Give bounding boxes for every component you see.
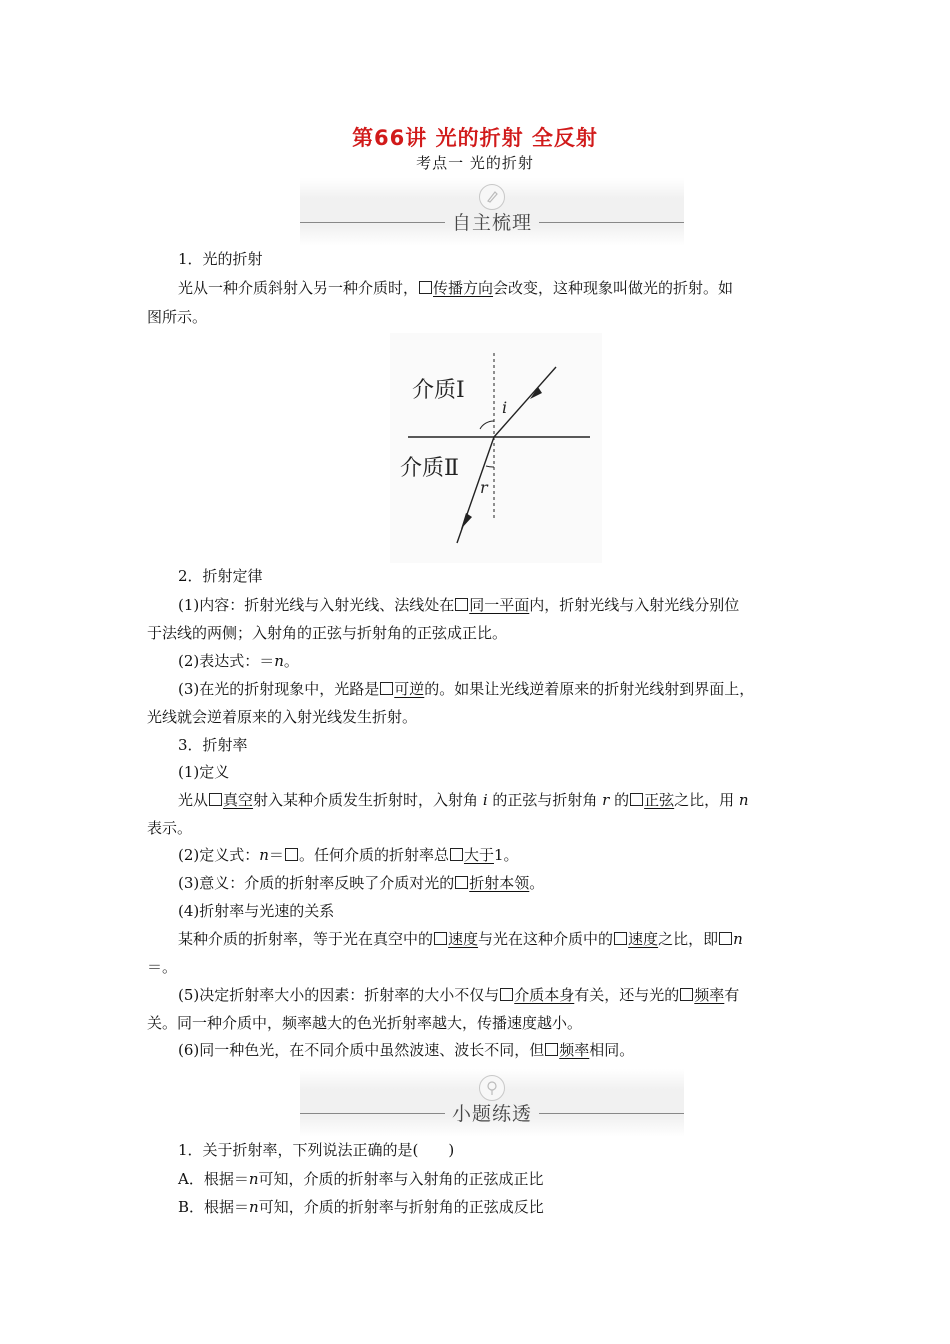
paragraph-line: ＝。	[147, 958, 178, 976]
paragraph-line: 光从 真空射入某种介质发生折射时，入射角 i 的正弦与折射角 r 的 正弦之比，用 n	[178, 791, 749, 809]
blank-box	[680, 988, 693, 1001]
banner-rule-right	[539, 1113, 684, 1114]
paragraph-line: (2)定义式：n＝ 。任何介质的折射率总 大于1。	[178, 846, 519, 864]
blank-box	[419, 281, 432, 294]
blank-box	[614, 932, 627, 945]
answer-text: 正弦	[644, 791, 675, 809]
answer-text: 速度	[628, 930, 659, 948]
heading-3: 3．折射率	[178, 736, 248, 754]
blank-box	[285, 848, 298, 861]
blank-box	[380, 682, 393, 695]
pen-nib-icon	[479, 184, 505, 210]
angle-r-arc	[486, 466, 494, 467]
section-banner-self-study	[300, 178, 684, 246]
blank-box	[630, 793, 643, 806]
blank-box	[719, 932, 732, 945]
answer-text: 折射本领	[469, 874, 530, 892]
refracted-arrow	[461, 513, 472, 529]
heading-1: 1．光的折射	[178, 250, 263, 268]
paragraph-line: 于法线的两侧；入射角的正弦与折射角的正弦成正比。	[147, 624, 508, 642]
paragraph-line: 表示。	[147, 819, 193, 837]
paragraph-line: (2)表达式：＝n。	[178, 652, 299, 670]
blank-box	[209, 793, 222, 806]
medium-2-label: 介质Ⅱ	[400, 456, 459, 481]
answer-text: 传播方向	[433, 279, 494, 297]
paragraph-line: 光线就会逆着原来的入射光线发生折射。	[147, 708, 418, 726]
paragraph-line: 某种介质的折射率，等于光在真空中的 速度与光在这种介质中的 速度之比，即 n	[178, 930, 743, 948]
banner-rule-right	[539, 222, 684, 223]
paragraph-line: (5)决定折射率大小的因素：折射率的大小不仅与 介质本身有关，还与光的 频率有	[178, 986, 740, 1004]
answer-text: 大于	[463, 846, 494, 864]
angle-r-label: r	[480, 478, 488, 497]
paragraph-line: 关。同一种介质中，频率越大的色光折射率越大，传播速度越小。	[147, 1014, 583, 1032]
paragraph-line: 图所示。	[147, 308, 208, 326]
answer-text: 真空	[223, 791, 254, 809]
blank-box	[434, 932, 447, 945]
blank-box	[500, 988, 513, 1001]
blank-box	[455, 598, 468, 611]
paragraph-line: (1)内容：折射光线与入射光线、法线处在 同一平面内，折射光线与入射光线分别位	[178, 596, 740, 614]
paragraph-line: (3)意义：介质的折射率反映了介质对光的 折射本领。	[178, 874, 545, 892]
paragraph-line: (4)折射率与光速的关系	[178, 902, 335, 920]
refraction-diagram	[390, 333, 602, 563]
answer-text: 速度	[448, 930, 479, 948]
answer-text: 介质本身	[514, 986, 575, 1004]
section-banner-practice	[300, 1069, 684, 1137]
answer-text: 同一平面	[469, 596, 530, 614]
quiz-option-a: A．根据＝n可知，介质的折射率与入射角的正弦成正比	[178, 1170, 544, 1188]
angle-i-arc	[480, 421, 494, 429]
paragraph-line: (3)在光的折射现象中，光路是 可逆的。如果让光线逆着原来的折射光线射到界面上，	[178, 680, 755, 698]
lightbulb-icon	[479, 1075, 505, 1101]
blank-box	[545, 1043, 558, 1056]
paragraph-line: 光从一种介质斜射入另一种介质时， 传播方向会改变，这种现象叫做光的折射。如	[178, 279, 734, 297]
blank-box	[455, 876, 468, 889]
quiz-question: 1．关于折射率，下列说法正确的是( )	[178, 1141, 455, 1159]
heading-2: 2．折射定律	[178, 567, 263, 585]
blank-box	[450, 848, 463, 861]
banner-label: 小题练透	[451, 1103, 532, 1125]
answer-text: 频率	[559, 1041, 590, 1059]
paragraph-line: (6)同一种色光，在不同介质中虽然波速、波长不同，但 频率相同。	[178, 1041, 635, 1059]
answer-text: 频率	[694, 986, 725, 1004]
angle-i-label: i	[502, 398, 508, 417]
section-subtitle: 考点一 光的折射	[416, 154, 534, 172]
medium-1-label: 介质Ⅰ	[412, 378, 465, 403]
lecture-title: 第66讲 光的折射 全反射	[352, 126, 598, 150]
banner-label: 自主梳理	[451, 212, 532, 234]
paragraph-line: (1)定义	[178, 763, 230, 781]
answer-text: 可逆	[394, 680, 425, 698]
quiz-option-b: B．根据＝n可知，介质的折射率与折射角的正弦成反比	[178, 1198, 544, 1216]
